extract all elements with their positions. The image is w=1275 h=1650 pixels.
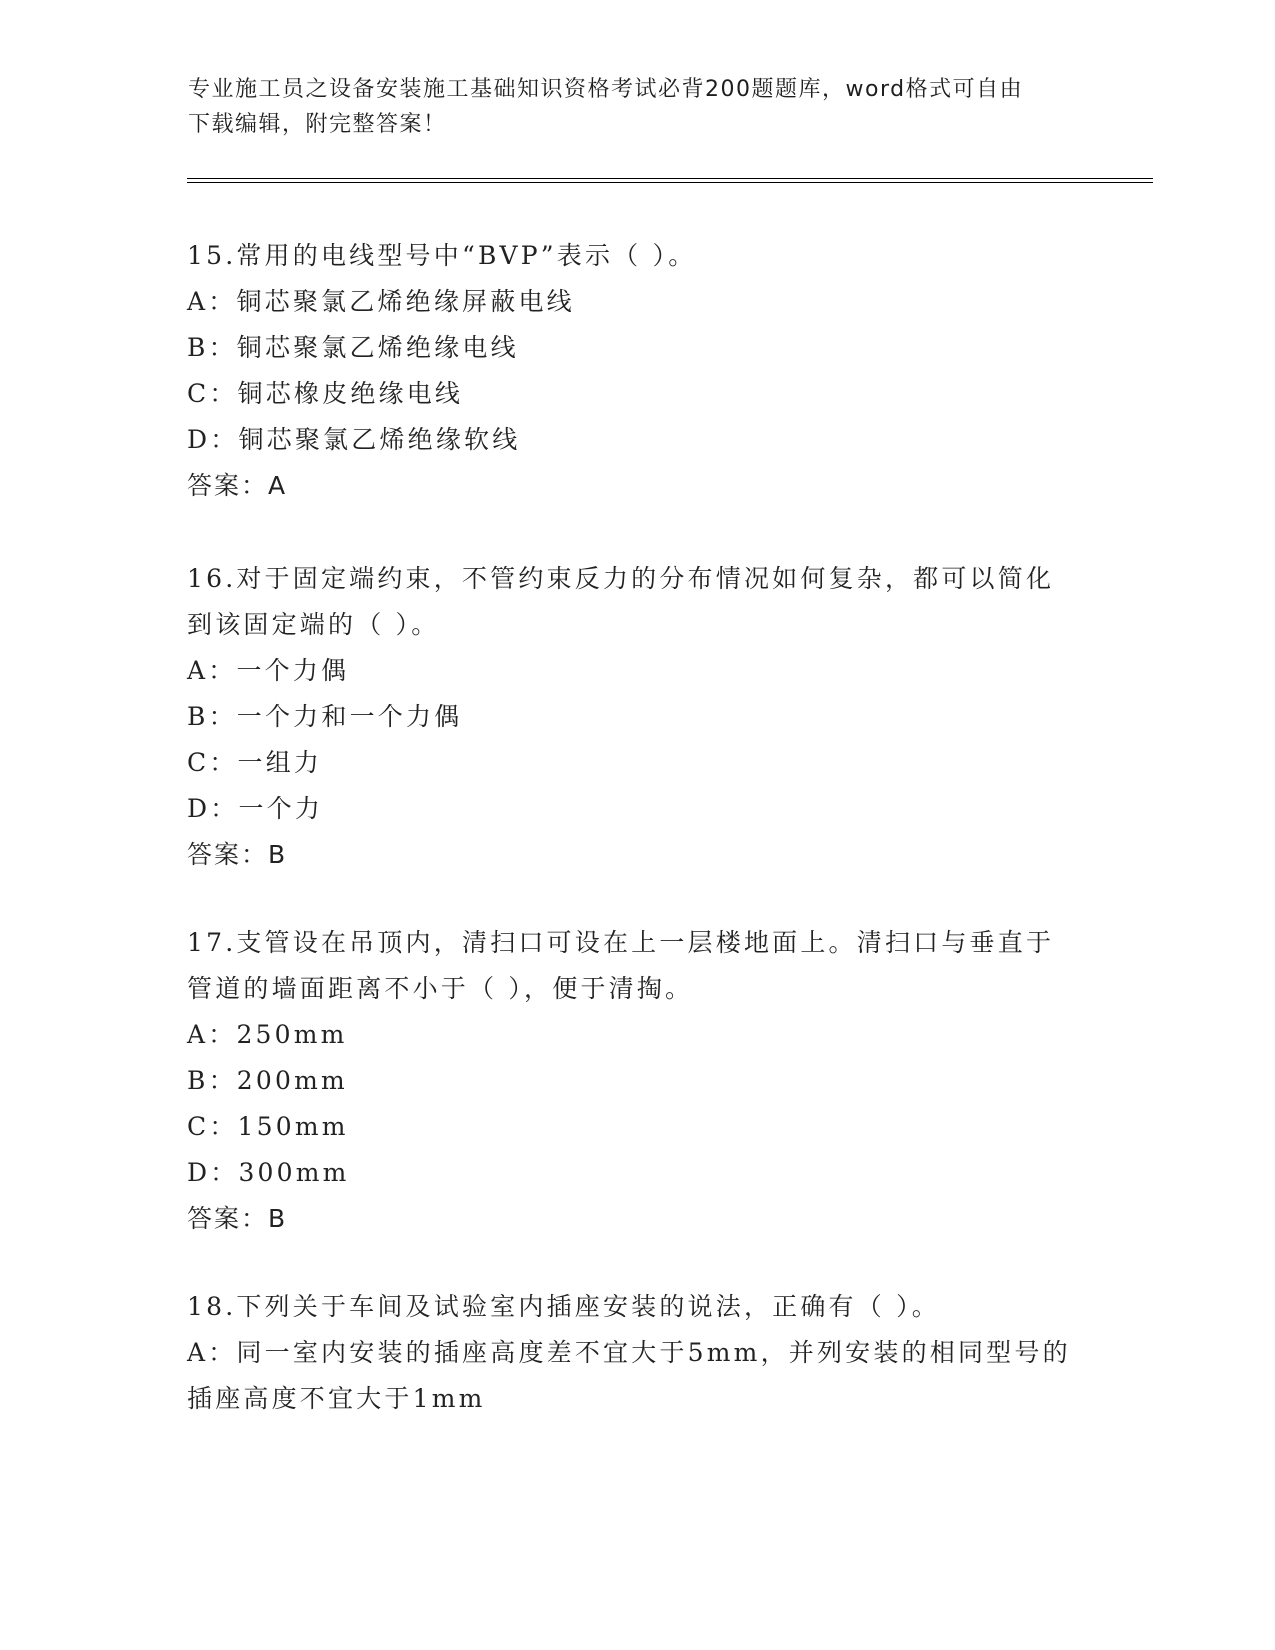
question-18-option-a-line-2: 插座高度不宜大于1mm bbox=[187, 1384, 486, 1413]
question-18-option-a-line-1: A：同一室内安装的插座高度差不宜大于5mm，并列安装的相同型号的 bbox=[187, 1338, 1071, 1367]
question-15-option-b: B：铜芯聚氯乙烯绝缘电线 bbox=[187, 333, 519, 362]
document-header bbox=[188, 72, 1088, 142]
question-16 bbox=[187, 556, 1087, 878]
question-15-answer: 答案：A bbox=[187, 471, 288, 500]
question-17-option-d: D：300mm bbox=[187, 1158, 350, 1187]
question-15 bbox=[187, 233, 1087, 509]
question-17-answer: 答案：B bbox=[187, 1204, 288, 1233]
question-16-stem-line-1: 16.对于固定端约束，不管约束反力的分布情况如何复杂，都可以简化 bbox=[187, 564, 1055, 593]
header-title-line-1: 专业施工员之设备安装施工基础知识资格考试必背200题题库，word格式可自由 bbox=[188, 77, 1024, 102]
question-16-option-a: A：一个力偶 bbox=[187, 656, 350, 685]
question-15-option-d: D：铜芯聚氯乙烯绝缘软线 bbox=[187, 425, 521, 454]
question-17-option-a: A：250mm bbox=[187, 1020, 348, 1049]
question-18 bbox=[187, 1284, 1087, 1422]
question-16-option-c: C：一组力 bbox=[187, 748, 323, 777]
question-16-answer: 答案：B bbox=[187, 840, 288, 869]
question-16-stem-line-2: 到该固定端的（ ）。 bbox=[187, 610, 440, 639]
question-18-stem: 18.下列关于车间及试验室内插座安装的说法，正确有（ ）。 bbox=[187, 1292, 941, 1321]
question-17-option-b: B：200mm bbox=[187, 1066, 348, 1095]
header-title-line-2: 下载编辑，附完整答案！ bbox=[188, 112, 447, 137]
question-15-option-a: A：铜芯聚氯乙烯绝缘屏蔽电线 bbox=[187, 287, 575, 316]
question-15-stem: 15.常用的电线型号中“BVP”表示（ ）。 bbox=[187, 241, 697, 270]
question-17-stem-line-2: 管道的墙面距离不小于（ ），便于清掏。 bbox=[187, 974, 694, 1003]
question-17-stem-line-1: 17.支管设在吊顶内，清扫口可设在上一层楼地面上。清扫口与垂直于 bbox=[187, 928, 1055, 957]
question-15-option-c: C：铜芯橡皮绝缘电线 bbox=[187, 379, 464, 408]
question-16-option-d: D：一个力 bbox=[187, 794, 324, 823]
question-16-option-b: B：一个力和一个力偶 bbox=[187, 702, 463, 731]
question-17 bbox=[187, 920, 1087, 1242]
header-divider-bottom bbox=[187, 182, 1153, 183]
header-divider-top bbox=[187, 178, 1153, 179]
question-17-option-c: C：150mm bbox=[187, 1112, 349, 1141]
